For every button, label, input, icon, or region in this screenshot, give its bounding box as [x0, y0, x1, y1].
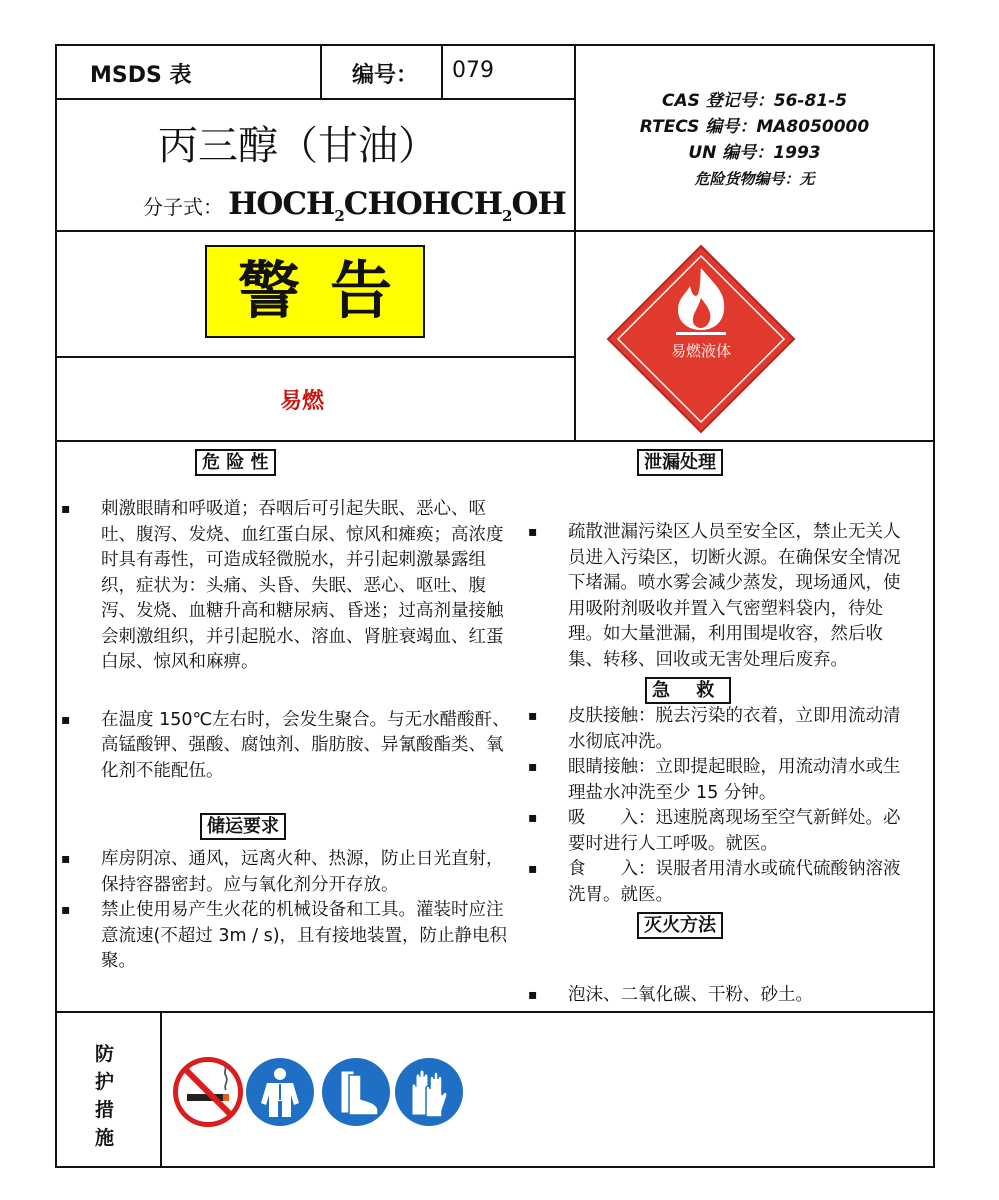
leak-list	[522, 520, 917, 673]
table-label: MSDS 表	[90, 63, 192, 88]
hazards-heading: 危 险 性	[195, 449, 276, 476]
list-item: ▪ 疏散泄漏污染区人员至安全区，禁止无关人员进入污染区，切断火源。在确保安全情况下堵漏。喷水雾会减少蒸发，现场通风，使用吸附剂吸收并置入气密塑料袋内，待处理。如大量泄漏，利用围堤收容，然后收集、转移、回收或无害处理后废弃。	[522, 520, 917, 673]
first-aid-heading: 急 救	[645, 677, 731, 704]
protective-suit-icon	[245, 1057, 315, 1127]
formula-label: 分子式：	[143, 195, 223, 219]
signal-word: 警告	[205, 245, 425, 338]
list-item: ▪ 皮肤接触：脱去污染的衣着，立即用流动清水彻底冲洗。	[522, 704, 917, 755]
formula-row	[143, 186, 566, 225]
protection-label: 防 护 措 施	[95, 1043, 115, 1149]
leak-heading: 泄漏处理	[637, 449, 723, 476]
divider	[55, 440, 935, 442]
divider	[441, 44, 443, 98]
storage-heading: 储运要求	[200, 813, 286, 840]
chemical-name: 丙三醇（甘油）	[158, 123, 438, 169]
list-item: ▪ 食 入：误服者用清水或硫代硫酸钠溶液洗胃。就医。	[522, 857, 917, 908]
first-aid-list	[522, 704, 917, 908]
identifier-block	[576, 88, 933, 192]
pictogram-label: 易燃液体	[670, 342, 732, 360]
fire-fighting-list	[522, 983, 917, 1009]
un-number: UN 编号：1993	[688, 143, 821, 163]
rtecs-number: RTECS 编号：MA8050000	[639, 117, 870, 137]
list-item: ▪ 在温度 150℃左右时，会发生聚合。与无水醋酸酐、高锰酸钾、强酸、腐蚀剂、脂肪胺、异氰酸酯类、氧化剂不能配伍。	[55, 708, 515, 785]
divider	[160, 1011, 162, 1168]
divider	[320, 44, 322, 98]
hazards-list	[55, 497, 515, 784]
list-item: ▪ 禁止使用易产生火花的机械设备和工具。灌装时应注意流速(不超过 3m / s)，且有接地装置，防止静电积聚。	[55, 898, 515, 975]
fire-fighting-heading: 灭火方法	[637, 912, 723, 939]
hazard-text: 易燃	[280, 389, 325, 414]
number-label: 编号：	[352, 63, 419, 88]
divider	[55, 356, 575, 358]
dangerous-goods-number: 危险货物编号：无	[694, 170, 815, 188]
list-item: ▪ 库房阴凉、通风，远离火种、热源，防止日光直射，保持容器密封。应与氧化剂分开存放。	[55, 847, 515, 898]
list-item: ▪ 吸 入：迅速脱离现场至空气新鲜处。必要时进行人工呼吸。就医。	[522, 806, 917, 857]
protective-gloves-icon	[394, 1057, 464, 1127]
flammable-liquid-pictogram	[606, 244, 796, 434]
divider	[55, 230, 935, 232]
list-item: ▪ 眼睛接触：立即提起眼睑，用流动清水或生理盐水冲洗至少 15 分钟。	[522, 755, 917, 806]
divider	[55, 98, 575, 100]
molecular-formula: $HOCH_2CHOHCH_2OH$	[228, 186, 566, 226]
no-smoking-icon	[173, 1057, 243, 1127]
list-item: ▪ 泡沫、二氧化碳、干粉、砂土。	[522, 983, 917, 1009]
list-item: ▪ 刺激眼睛和呼吸道；吞咽后可引起失眠、恶心、呕吐、腹泻、发烧、血红蛋白尿、惊风和瘫痪；高浓度时具有毒性，可造成轻微脱水，并引起刺激暴露组织，症状为：头痛、头昏、失眠、恶心、呕吐、腹泻、发烧、血糖升高和糖尿病、昏迷；过高剂量接触会刺激组织，并引起脱水、溶血、肾脏衰竭血、红蛋白尿、惊风和麻痹。	[55, 497, 515, 676]
safety-boots-icon	[321, 1057, 391, 1127]
storage-list	[55, 847, 515, 975]
number-value: 079	[452, 58, 494, 83]
divider	[55, 1011, 935, 1013]
cas-number: CAS 登记号：56-81-5	[661, 91, 848, 111]
